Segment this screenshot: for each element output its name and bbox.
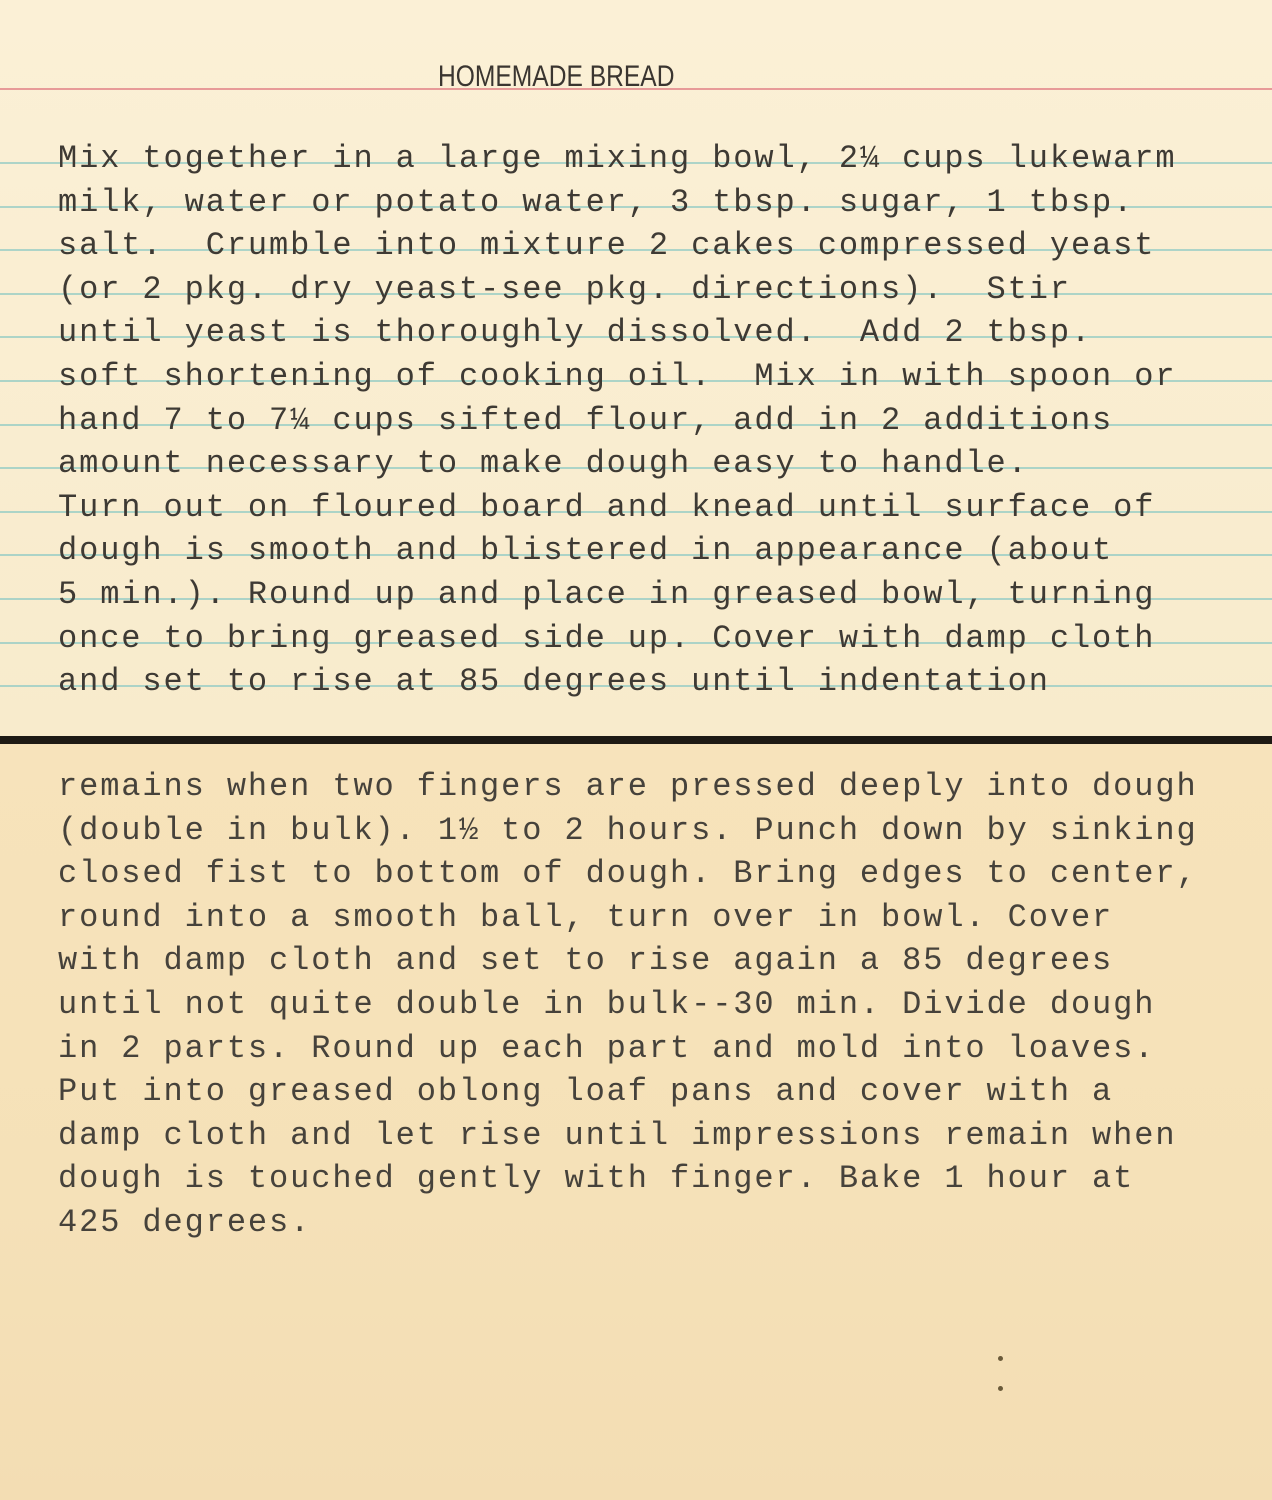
text-line: until not quite double in bulk--30 min. Divide dough <box>58 986 1156 1023</box>
stain-mark <box>998 1356 1003 1361</box>
stain-mark <box>998 1386 1003 1391</box>
text-line: 425 degrees. <box>58 1204 312 1241</box>
text-line: until yeast is thoroughly dissolved. Add 2 tbsp. <box>58 314 1093 352</box>
text-line: (double in bulk). 1½ to 2 hours. Punch down by sinking <box>58 811 1198 849</box>
text-line: Mix together in a large mixing bowl, 2¼ cups lukewarm <box>58 140 1177 177</box>
recipe-title: HOMEMADE BREAD <box>438 60 675 93</box>
text-line: remains when two fingers are pressed deeply into dough <box>58 768 1198 805</box>
text-line: damp cloth and let rise until impressions remain when <box>58 1116 1177 1154</box>
recipe-card-back <box>0 744 1272 1500</box>
text-line: (or 2 pkg. dry yeast-see pkg. directions). Stir <box>58 270 1071 308</box>
text-line: Put into greased oblong loaf pans and cover with a <box>58 1073 1114 1111</box>
text-line: amount necessary to make dough easy to handle. <box>58 445 1029 483</box>
text-line: soft shortening of cooking oil. Mix in with spoon or <box>58 358 1177 395</box>
text-line: Turn out on floured board and knead until surface of <box>58 488 1156 526</box>
text-line: dough is touched gently with finger. Bake 1 hour at <box>58 1160 1135 1198</box>
recipe-card-front <box>0 0 1272 738</box>
text-line: round into a smooth ball, turn over in bowl. Cover <box>58 898 1114 936</box>
text-line: closed fist to bottom of dough. Bring edges to center, <box>58 855 1198 893</box>
text-line: dough is smooth and blistered in appearance (about <box>58 532 1114 570</box>
text-line: with damp cloth and set to rise again a 85 degrees <box>58 942 1114 980</box>
text-line: in 2 parts. Round up each part and mold into loaves. <box>58 1029 1156 1067</box>
text-line: salt. Crumble into mixture 2 cakes compressed yeast <box>58 227 1156 265</box>
text-line: 5 min.). Round up and place in greased bowl, turning <box>58 576 1156 613</box>
text-line: and set to rise at 85 degrees until indentation <box>58 663 1050 701</box>
text-line: milk, water or potato water, 3 tbsp. sugar, 1 tbsp. <box>58 183 1135 221</box>
text-line: hand 7 to 7¼ cups sifted flour, add in 2 additions <box>58 401 1114 439</box>
text-line: once to bring greased side up. Cover with damp cloth <box>58 619 1156 657</box>
